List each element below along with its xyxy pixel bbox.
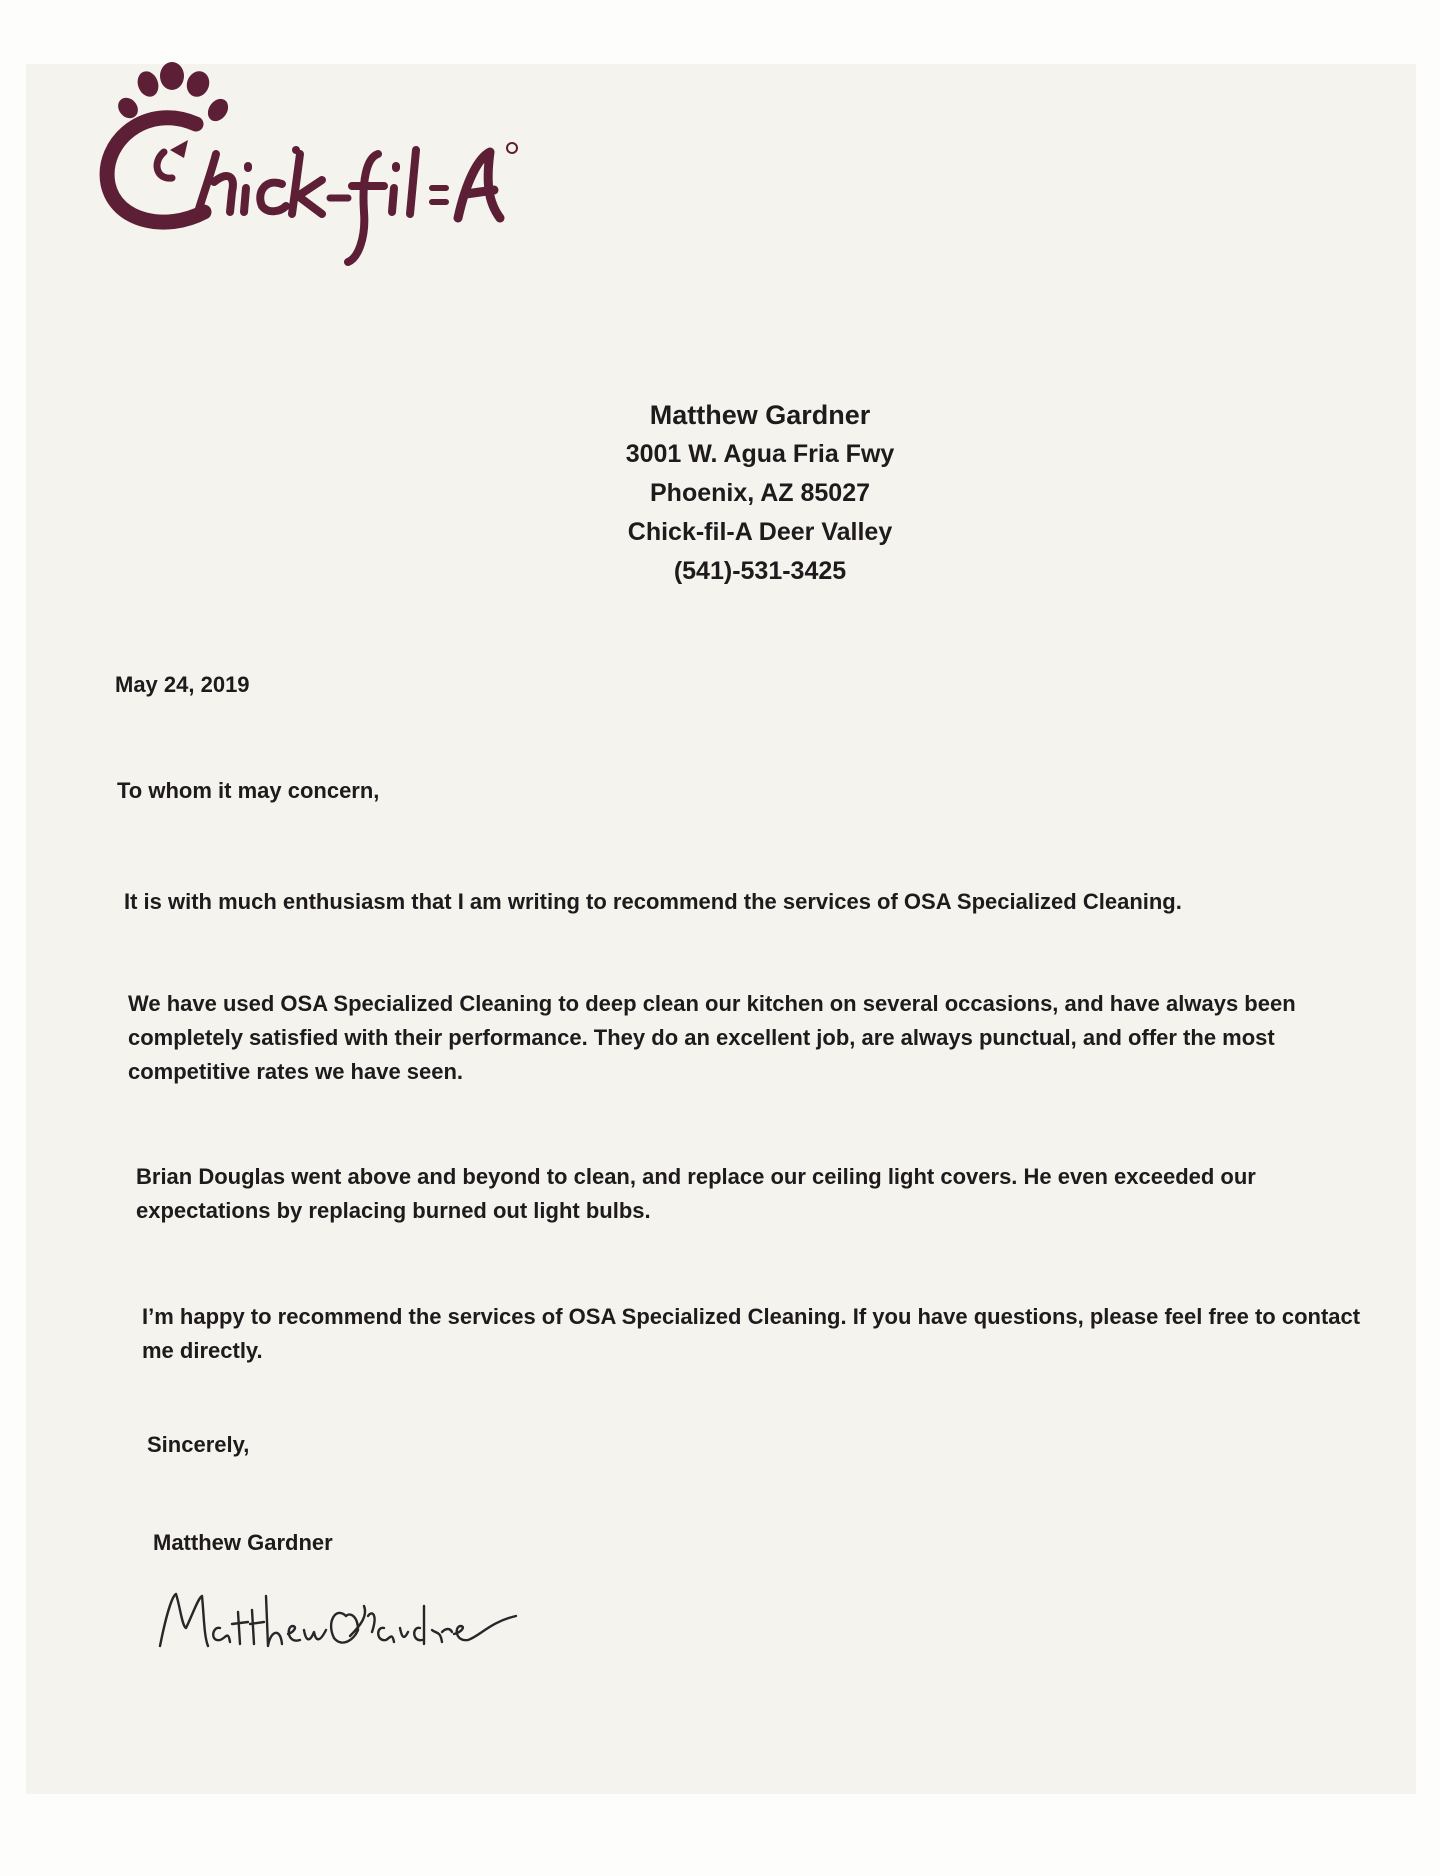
salutation: To whom it may concern, [117,778,380,803]
closing: Sincerely, [147,1432,250,1457]
sender-name: Matthew Gardner [649,400,871,430]
letter-date: May 24, 2019 [115,672,250,697]
sender-block [0,396,1440,591]
chick-fil-a-logo [86,62,526,282]
signer-name: Matthew Gardner [153,1530,333,1555]
handwritten-signature [150,1576,530,1666]
signature-icon [150,1576,530,1666]
sender-city: Phoenix, AZ 85027 [650,479,870,507]
chick-fil-a-logo-icon [86,62,526,282]
sender-street: 3001 W. Agua Fria Fwy [625,440,895,468]
sender-location: Chick-fil-A Deer Valley [627,518,893,546]
paragraph-4: I’m happy to recommend the services of OSA Specialized Cleaning. If you have questions, please feel free to contact me directly. [142,1304,1361,1363]
paragraph-2: We have used OSA Specialized Cleaning to deep clean our kitchen on several occasions, and have always been completely satisfied with their performance. They do an excellent job, are always punctual, and offer the most competitive rates we have seen. [128,991,1296,1084]
sender-phone: (541)-531-3425 [673,557,847,585]
paragraph-3: Brian Douglas went above and beyond to clean, and replace our ceiling light covers. He even exceeded our expectations by replacing burned out light bulbs. [136,1164,1256,1223]
paragraph-1: It is with much enthusiasm that I am writing to recommend the services of OSA Specialized Cleaning. [124,889,1182,914]
